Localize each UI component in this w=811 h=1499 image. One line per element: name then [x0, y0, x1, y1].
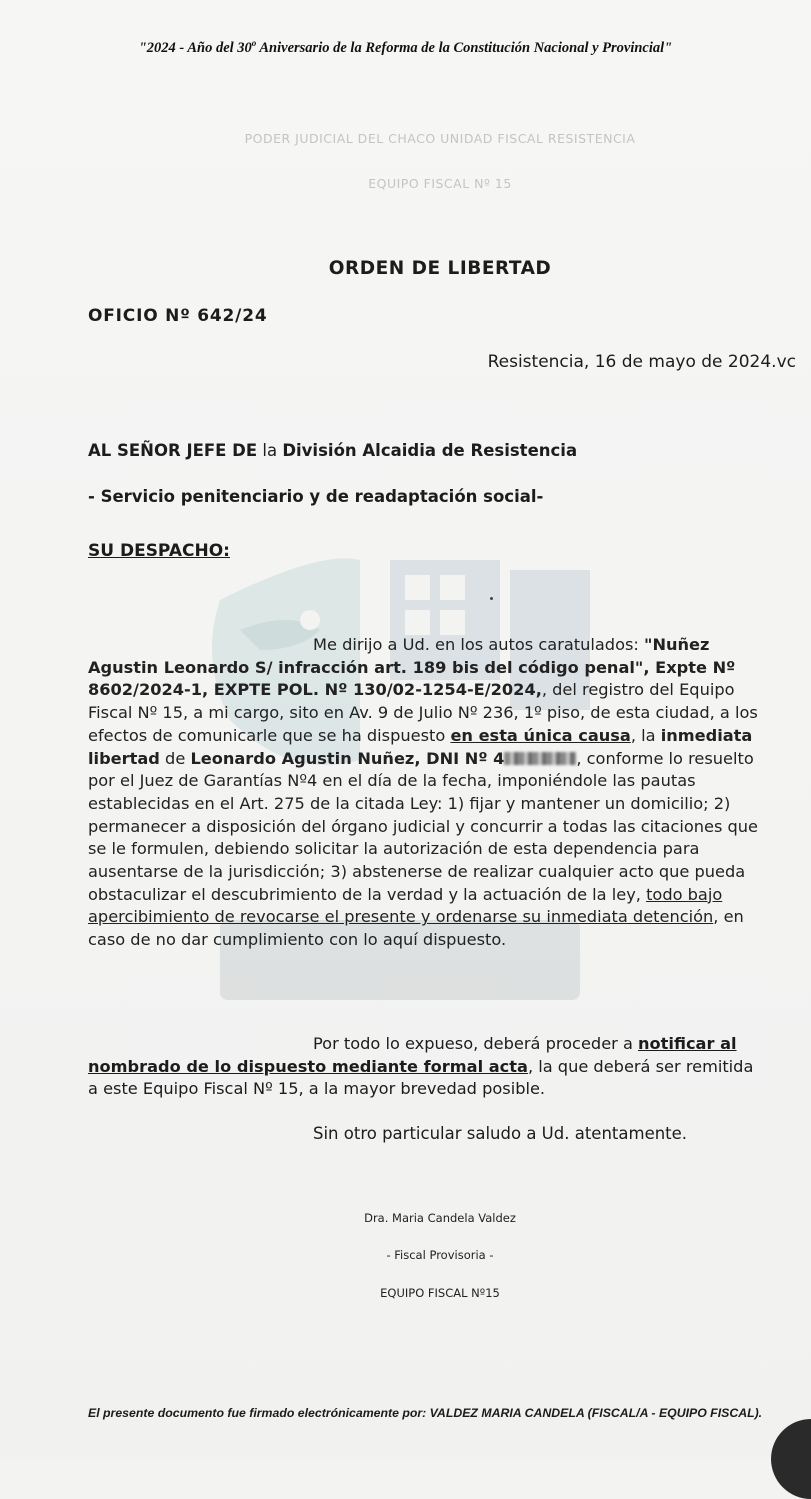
electronic-signature-footer: El presente documento fue firmado electrónicamente por: VALDEZ MARIA CANDELA (FISCAL/A - EQUIPO FISCAL).: [88, 1406, 763, 1420]
main-paragraph: Me dirijo a Ud. en los autos caratulados: "Nuñez Agustin Leonardo S/ infracción art. 189 bis del código penal", Expte Nº 8602/2024-1, EXPTE POL. Nº 130/02-1254-E/2024,, del registro del Equipo Fiscal Nº 15, a mi cargo, sito en Av. 9 de Julio Nº 236, 1º piso, de esta ciudad, a los efectos de comunicarle que se ha dispuesto en esta única causa, la inmediata libertad de Leonardo Agustin Nuñez, DNI Nº 4 , conforme lo resuelto por el Juez de Garantías Nº4 en el día de la fecha, imponiéndole las pautas establecidas en el Art. 275 de la citada Ley: 1) fijar y mantener un domicilio; 2) permanecer a disposición del órgano judicial y concurrir a todas las citaciones que se le formulen, debiendo solicitar la autorización de esta dependencia para ausentarse de la jurisdicción; 3) abstenerse de realizar cualquier acto que pueda obstaculizar el descubrimiento de la verdad y la actuación de la ley, todo bajo apercibimiento de revocarse el presente y ordenarse su inmediata detención, en caso de no dar cumplimiento con lo aquí dispuesto.: [88, 635, 759, 950]
signer-name: Dra. Maria Candela Valdez: [364, 1211, 516, 1225]
addressee-service: - Servicio penitenciario y de readaptación social-: [88, 487, 544, 506]
oficio-number: OFICIO Nº 642/24: [88, 306, 268, 326]
redacted-dni: [504, 752, 576, 765]
document-title: ORDEN DE LIBERTAD: [328, 258, 552, 279]
institution-header: PODER JUDICIAL DEL CHACO UNIDAD FISCAL RESISTENCIA: [244, 131, 636, 146]
closing-salute: Sin otro particular saludo a Ud. atentamente.: [313, 1124, 688, 1143]
anniversary-motto: "2024 - Año del 30$^o$ Aniversario de la Reforma de la Constitución Nacional y Provincial": [138, 38, 673, 56]
team-header: EQUIPO FISCAL Nº 15: [368, 176, 512, 191]
place-date: Resistencia, 16 de mayo de 2024.vc: [487, 352, 796, 372]
signer-role: - Fiscal Provisoria -: [386, 1248, 494, 1262]
page-corner-shadow: [771, 1419, 811, 1499]
addressee-line: AL SEÑOR JEFE DE la División Alcaidia de Resistencia: [88, 441, 578, 460]
stray-mark: [490, 597, 493, 600]
notification-paragraph: Por todo lo expueso, deberá proceder a notificar al nombrado de lo dispuesto mediante formal acta, la que deberá ser remitida a este Equipo Fiscal Nº 15, a la mayor brevedad posible.: [88, 1034, 754, 1099]
su-despacho-heading: SU DESPACHO:: [88, 541, 230, 561]
signer-team: EQUIPO FISCAL Nº15: [380, 1286, 500, 1300]
